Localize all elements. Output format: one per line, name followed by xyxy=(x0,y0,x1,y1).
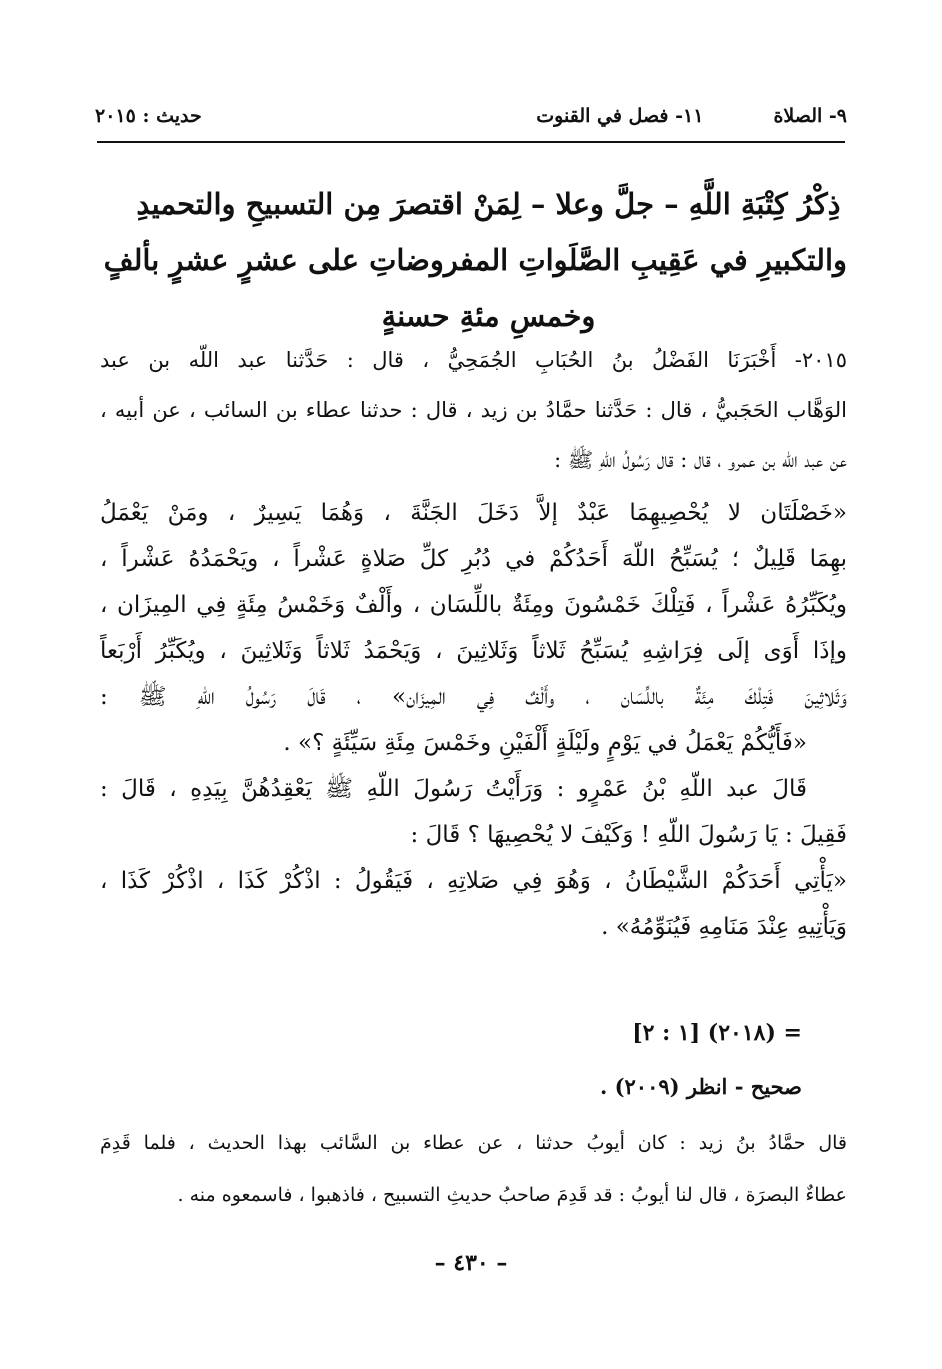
chapter-title-line: والتكبيرِ في عَقِيبِ الصَّلَواتِ المفروضاتِ على عشرٍ عشرٍ بألفٍ xyxy=(103,243,847,277)
chapter-title-line: وخمسِ مئةِ حسنةٍ xyxy=(381,299,596,333)
hadith-line: قَالَ عبد اللّهِ بْنُ عَمْرٍو : وَرَأَيْتُ رَسُولَ اللّهِ ﷺ يَعْقِدُهُنَّ بِيَدِهِ ، قَالَ : xyxy=(100,776,807,802)
isnad-line: الوَهَّاب الحَجَبيُّ ، قال : حَدَّثنا حمَّادُ بن زيد ، قال : حدثنا عطاء بن السائب ، عن أبيه ، xyxy=(100,398,847,422)
hadith-line: وإذَا أَوَى إلَى فِرَاشِهِ يُسَبِّحُ ثَلاثاً وَثَلاثِينَ ، وَيَحْمَدُ ثَلاثاً وَثَلاثِينَ ، ويُكَبِّرُ أَرْبَعاً xyxy=(100,638,847,664)
running-header xyxy=(95,98,847,134)
note-line: قال حمَّادُ بنُ زيد : كان أيوبُ حدثنا ، عن عطاء بن السَّائب بهذا الحديث ، فلما قَدِمَ xyxy=(100,1132,847,1154)
hadith-line: «خَصْلَتَان لا يُحْصِيهِمَا عَبْدٌ إلاَّ دَخَلَ الجَنَّةَ ، وَهُمَا يَسِيرٌ ، ومَنْ يَعْمَلُ xyxy=(100,500,847,526)
cross-reference: = (٢٠١٨) [١ : ٢] xyxy=(632,1020,802,1046)
hadith-line: وَثَلاثِينَ فَتِلْكَ مِئَةٌ باللِّسَان ، وأَلْفٌ فِي المِيزَان» ، قَالَ رَسُولُ اللّهِ ﷺ : xyxy=(100,684,847,710)
chapter-label: ١١- فصل في القنوت xyxy=(536,105,704,127)
chapter-title xyxy=(103,176,847,344)
hadith-line: «فَأَيُّكُمْ يَعْمَلُ في يَوْمٍ ولَيْلَةٍ أَلْفَيْنِ وخَمْسَ مِئَةِ سَيِّئَةٍ ؟» . xyxy=(283,730,807,756)
header-right-group xyxy=(536,105,847,127)
chapter-title-line: ذِكْرُ كِتْبَةِ اللَّهِ – جلَّ وعلا – لِمَنْ اقتصرَ مِن التسبيحِ والتحميدِ xyxy=(136,187,841,221)
header-divider xyxy=(97,141,845,143)
page-number: – ٤٣٠ – xyxy=(434,1250,508,1276)
hadith-text xyxy=(100,490,847,950)
hadith-line: فَقِيلَ : يَا رَسُولَ اللّهِ ! وَكَيْفَ لا يُحْصِيهَا ؟ قَالَ : xyxy=(410,822,847,848)
hadith-number-label: حديث : ٢٠١٥ xyxy=(95,105,202,127)
isnad-line: عن عبد اللّه بن عمرو ، قال : قال رَسُولُ اللّهِ ﷺ : xyxy=(554,448,847,472)
isnad-line: ٢٠١٥- أَخْبَرَنَا الفَضْلُ بنُ الحُبَابِ الجُمَحِيُّ ، قال : حَدَّثنا عبد اللّه بن عبد xyxy=(100,348,847,372)
hadith-line: ويُكَبِّرُهُ عَشْراً ، فَتِلْكَ خَمْسُونَ ومِئَةٌ باللِّسَان ، وأَلْفٌ وَخَمْسُ مِئَةٍ فِي المِيزَان ، xyxy=(100,592,847,618)
note-line: عطاءٌ البصرَة ، قال لنا أيوبُ : قد قَدِمَ صاحبُ حديثِ التسبيح ، فاذهبوا ، فاسمعوه منه . xyxy=(177,1184,847,1206)
commentary-note xyxy=(100,1117,847,1221)
hadith-line: بهِمَا قَلِيلٌ ؛ يُسَبِّحُ اللّهَ أَحَدُكُمْ في دُبُرِ كلِّ صَلاةٍ عَشْراً ، ويَحْمَدُهُ عَشْراً ، xyxy=(100,546,847,572)
hadith-line: «يَأْتِي أَحَدَكُمْ الشَّيْطَانُ ، وَهُوَ فِي صَلاتِهِ ، فَيَقُولُ : اذْكُرْ كَذَا ، اذْكُرْ كَذَا ، xyxy=(100,868,847,894)
hadith-grade: صحيح - انظر (٢٠٠٩) . xyxy=(599,1074,802,1099)
isnad-paragraph xyxy=(100,335,847,485)
hadith-line: وَيَأْتِيهِ عِنْدَ مَنَامِهِ فَيُنَوِّمُهُ» . xyxy=(601,914,847,940)
book-section-label: ٩- الصلاة xyxy=(773,105,847,127)
